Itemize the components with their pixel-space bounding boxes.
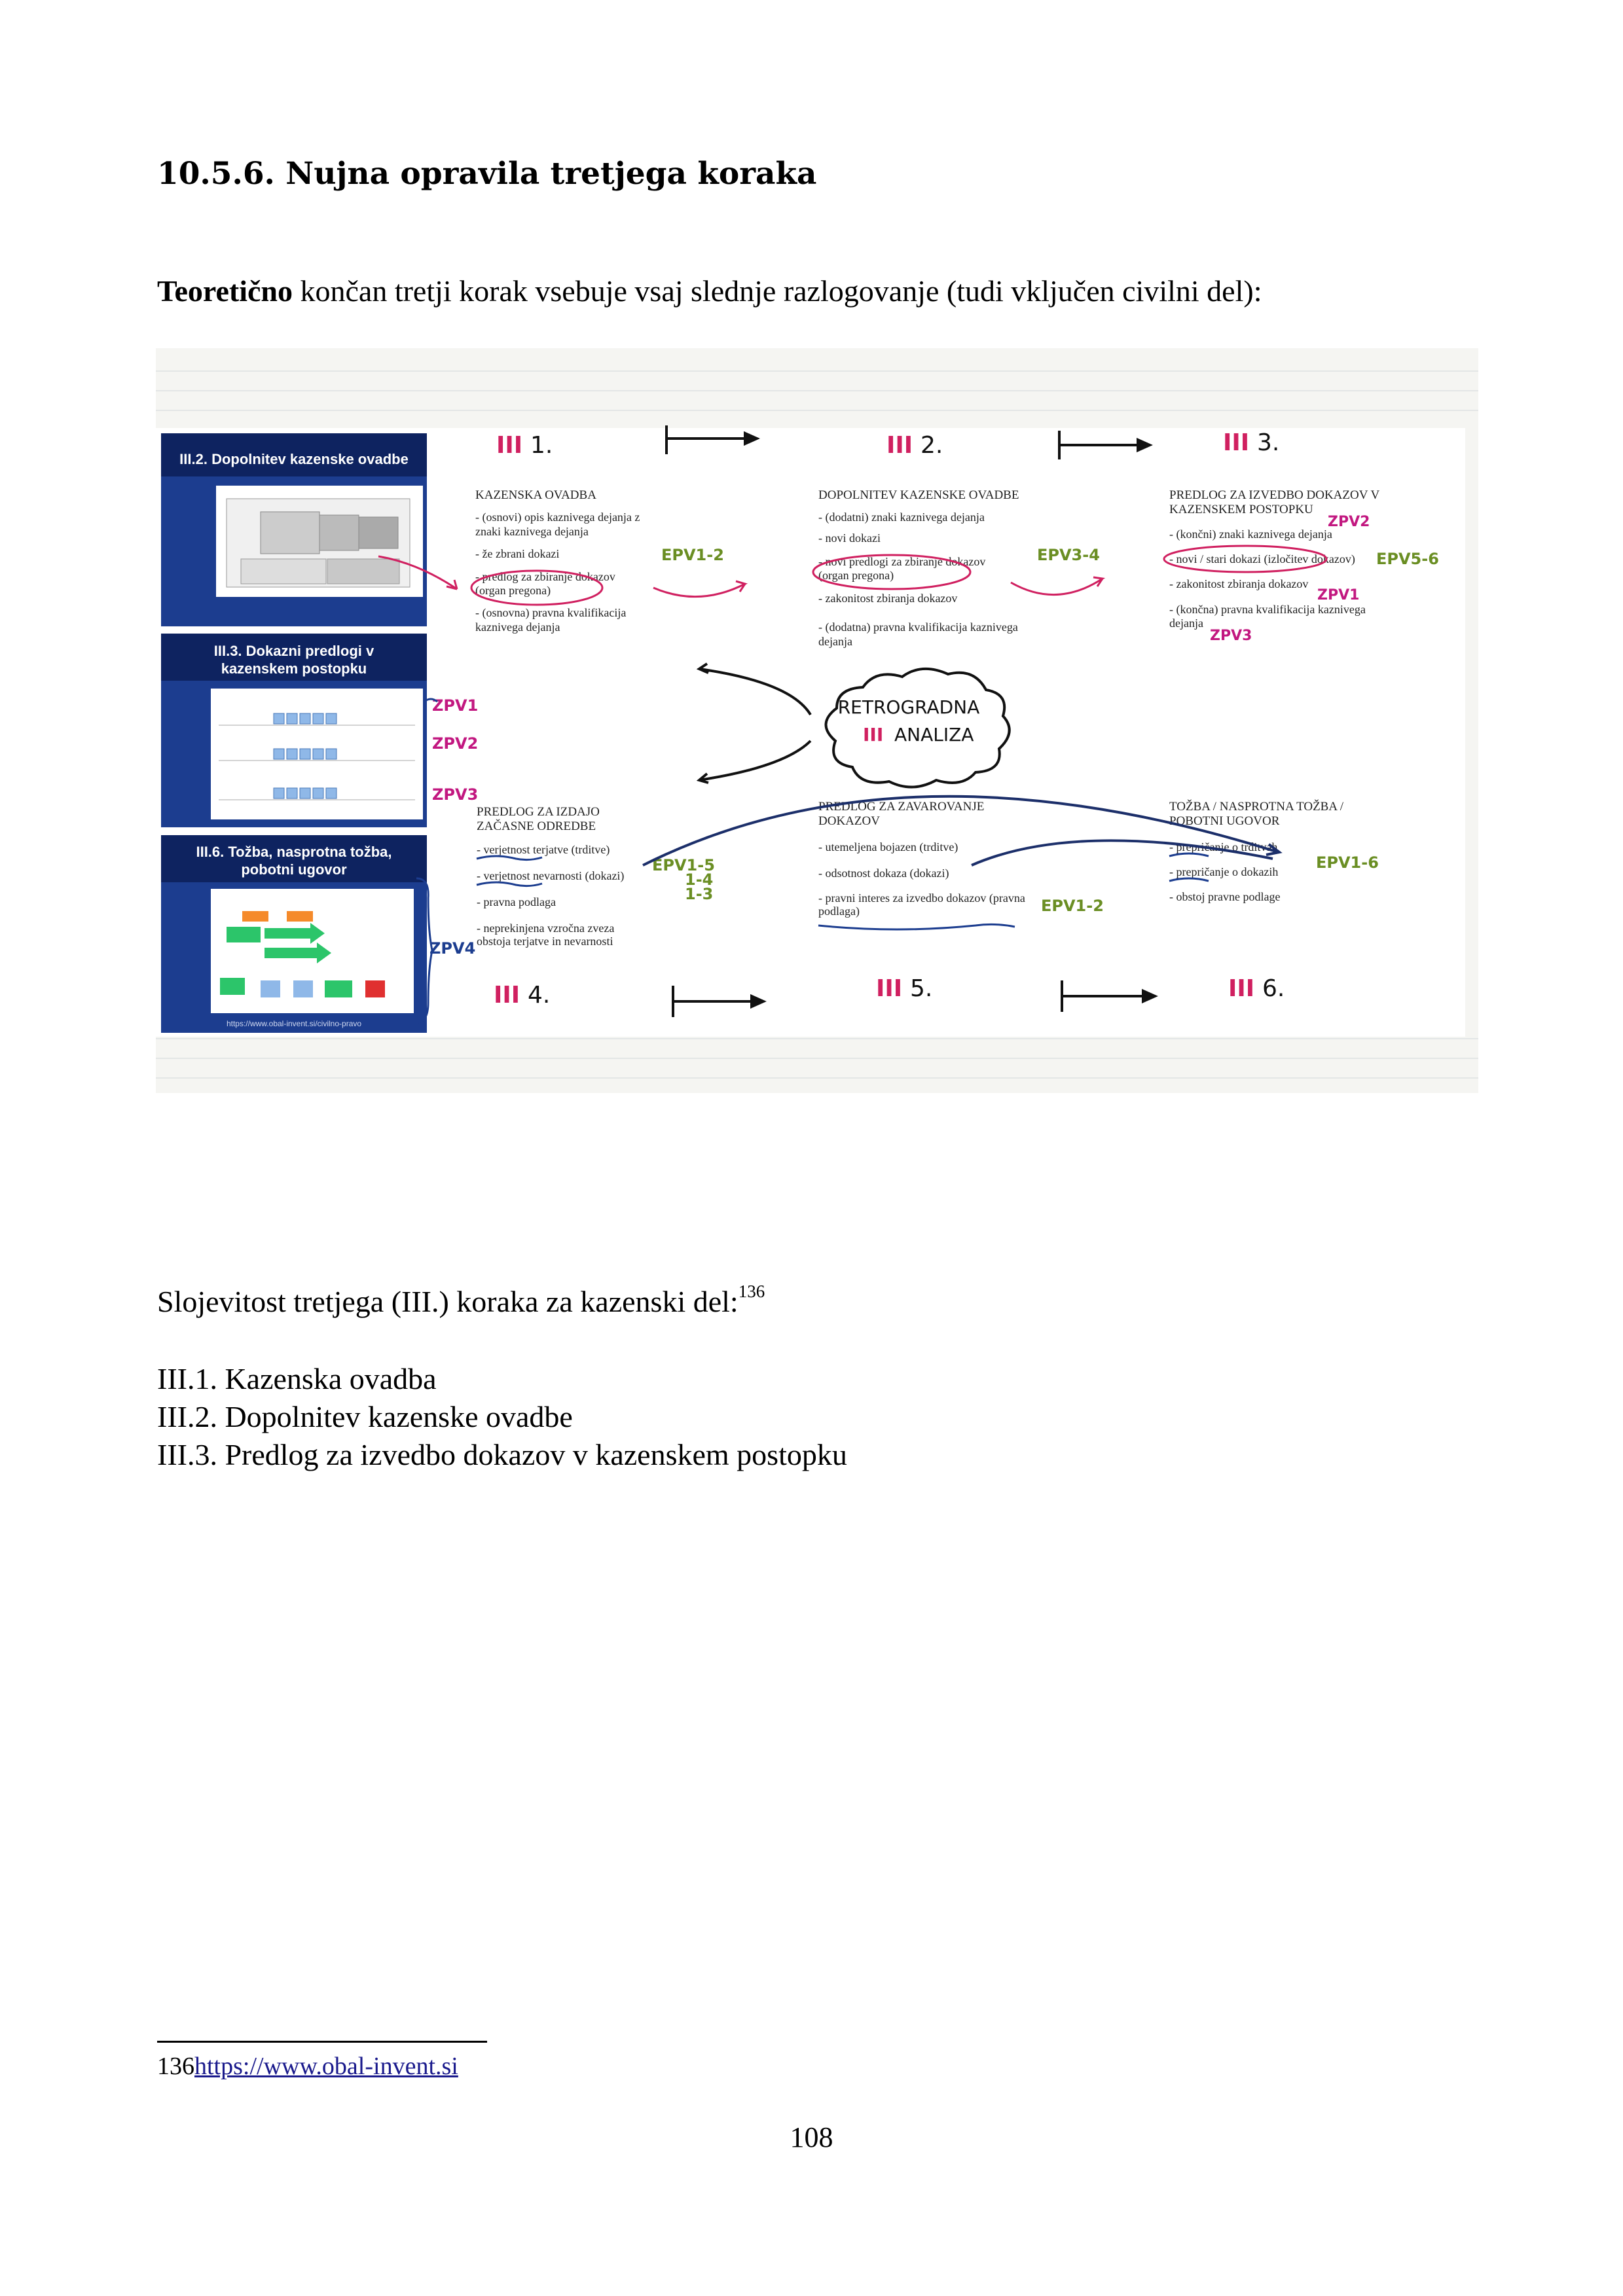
slide-dopolnitev [161, 433, 427, 626]
step-5-title-line1: PREDLOG ZA ZAVAROVANJE [818, 800, 985, 814]
step-3-item-3: - zakonitost zbiranja dokazov [1169, 577, 1309, 590]
step-6-title-line1: TOŽBA / NASPROTNA TOŽBA / [1169, 800, 1344, 814]
step-5-item-3: - pravni interes za izvedbo dokazov (pravna [818, 891, 1025, 905]
step-6-num: 6. [1262, 975, 1285, 1002]
step-4-item-3: - pravna podlaga [477, 895, 556, 908]
slide-1-title: III.2. Dopolnitev kazenske ovadbe [179, 451, 409, 467]
intro-paragraph [157, 274, 1262, 308]
step-3-item-5: dejanja [1169, 617, 1203, 630]
list-item: III.3. Predlog za izvedbo dokazov v kazenskem postopku [157, 1438, 847, 1471]
step-1-tag: III [496, 432, 523, 459]
step-5-num: 5. [910, 975, 933, 1002]
step-5-item-1: - utemeljena bojazen (trditve) [818, 840, 958, 853]
epv-label-4: EPV1-5 [652, 856, 715, 874]
footnote-link[interactable]: https://www.obal-invent.si [194, 2053, 458, 2080]
epv-label-5: 1-4 [685, 870, 714, 889]
footnote-number: 136 [157, 2053, 194, 2080]
intro-bold: Teoretično [157, 274, 293, 308]
layers-title-text: Slojevitost tretjega (III.) koraka za kazenski del: [157, 1285, 739, 1318]
section-heading: 10.5.6. Nujna opravila tretjega koraka [157, 156, 817, 192]
slide-tozba [161, 835, 427, 1033]
step-2-tag: III [886, 432, 913, 459]
step-3-zpv-3: ZPV3 [1210, 628, 1252, 644]
step-6-item-3: - obstoj pravne podlage [1169, 890, 1281, 903]
footnote [157, 2052, 458, 2081]
layers-list [157, 1360, 847, 1474]
footnote-separator [157, 2041, 487, 2043]
step-4-title-line1: PREDLOG ZA IZDAJO [477, 805, 600, 819]
step-5-title-line2: DOKAZOV [818, 814, 880, 828]
step-1-num: 1. [530, 432, 553, 459]
step-6-title-line2: POBOTNI UGOVOR [1169, 814, 1280, 828]
layers-title [157, 1284, 765, 1319]
step-5-tag: III [876, 975, 903, 1002]
step-4-item-4: - neprekinjena vzročna zveza [477, 922, 615, 935]
step-1-item-3: - že zbrani dokazi [475, 547, 560, 560]
retro-title: RETROGRADNA [837, 696, 980, 718]
step-1-item-6: - (osnovna) pravna kvalifikacija [475, 606, 627, 619]
zpv-label-3: ZPV3 [432, 785, 479, 804]
diagram-figure [156, 348, 1478, 1093]
step-6-tag: III [1228, 975, 1255, 1002]
step-1-item-4: - predlog za zbiranje dokazov [475, 570, 615, 583]
step-2-item-4: (organ pregona) [818, 569, 894, 582]
step-4-title-line2: ZAČASNE ODREDBE [477, 819, 596, 833]
zpv-label-4: ZPV4 [429, 939, 476, 958]
step-3-item-1: - (končni) znaki kaznivega dejanja [1169, 528, 1332, 541]
step-2-item-6: - (dodatna) pravna kvalifikacija kaznivega [818, 620, 1018, 634]
step-4-num: 4. [528, 982, 551, 1009]
footnote-ref: 136 [738, 1282, 765, 1301]
step-5-item-4: podlaga) [818, 905, 860, 918]
step-3-zpv-1: ZPV2 [1328, 514, 1370, 530]
step-2-item-5: - zakonitost zbiranja dokazov [818, 592, 958, 605]
step-4-item-5: obstoja terjatve in nevarnosti [477, 935, 613, 948]
diagram-svg [156, 348, 1478, 1093]
epv-label-8: EPV1-6 [1316, 853, 1379, 872]
step-3-title-line2: KAZENSKEM POSTOPKU [1169, 503, 1313, 516]
slide-3-title-line1: III.6. Tožba, nasprotna tožba, [196, 844, 392, 860]
step-3-item-2: - novi / stari dokazi (izločitev dokazov) [1169, 552, 1355, 565]
epv-label-1: EPV1-2 [661, 546, 724, 564]
list-item: III.2. Dopolnitev kazenske ovadbe [157, 1400, 573, 1433]
page-number: 108 [790, 2121, 833, 2153]
step-2-title: DOPOLNITEV KAZENSKE OVADBE [818, 488, 1019, 502]
step-1-title: KAZENSKA OVADBA [475, 488, 596, 502]
step-3-title-line1: PREDLOG ZA IZVEDBO DOKAZOV V [1169, 488, 1380, 502]
step-3-zpv-2: ZPV1 [1317, 587, 1360, 603]
step-1-item-1: - (osnovi) opis kaznivega dejanja z [475, 511, 640, 524]
step-3-tag: III [1223, 429, 1250, 456]
step-4-tag: III [494, 982, 520, 1009]
step-6-item-2: - prepričanje o dokazih [1169, 865, 1279, 878]
step-1-item-5: (organ pregona) [475, 584, 551, 597]
step-3-item-4: - (končna) pravna kvalifikacija kaznivega [1169, 603, 1366, 616]
list-item: III.1. Kazenska ovadba [157, 1362, 437, 1395]
zpv-label-2: ZPV2 [432, 734, 479, 753]
step-4-item-1: - verjetnost terjatve (trditve) [477, 843, 610, 856]
slide-3-title-line2: pobotni ugovor [241, 861, 347, 878]
step-4-item-2: - verjetnost nevarnosti (dokazi) [477, 869, 625, 882]
step-3-num: 3. [1257, 429, 1280, 456]
step-2-num: 2. [921, 432, 943, 459]
retro-subtitle: ANALIZA [894, 724, 974, 745]
step-2-item-1: - (dodatni) znaki kaznivega dejanja [818, 511, 985, 524]
step-1-item-7: kaznivega dejanja [475, 620, 560, 634]
step-2-item-7: dejanja [818, 635, 852, 648]
slide-2-title-line2: kazenskem postopku [221, 660, 367, 677]
retro-tag: III [863, 724, 884, 745]
epv-label-6: 1-3 [685, 885, 714, 903]
slide-dokazni-predlogi [161, 634, 427, 827]
step-6-item-1: - prepričanje o trditvah [1169, 840, 1278, 853]
step-2-item-3: - novi predlogi za zbiranje dokazov [818, 555, 986, 568]
slide-3-footer: https://www.obal-invent.si/civilno-pravo [226, 1019, 362, 1028]
slide-2-title-line1: III.3. Dokazni predlogi v [213, 643, 374, 659]
epv-label-2: EPV3-4 [1037, 546, 1100, 564]
step-5-item-2: - odsotnost dokaza (dokazi) [818, 867, 949, 880]
epv-label-7: EPV1-2 [1041, 897, 1104, 915]
step-1-item-2: znaki kaznivega dejanja [475, 525, 589, 538]
epv-label-3: EPV5-6 [1376, 550, 1439, 568]
intro-text: končan tretji korak vsebuje vsaj slednje razlogovanje (tudi vključen civilni del): [292, 274, 1262, 308]
step-2-item-2: - novi dokazi [818, 531, 881, 545]
zpv-label-1: ZPV1 [432, 696, 479, 715]
